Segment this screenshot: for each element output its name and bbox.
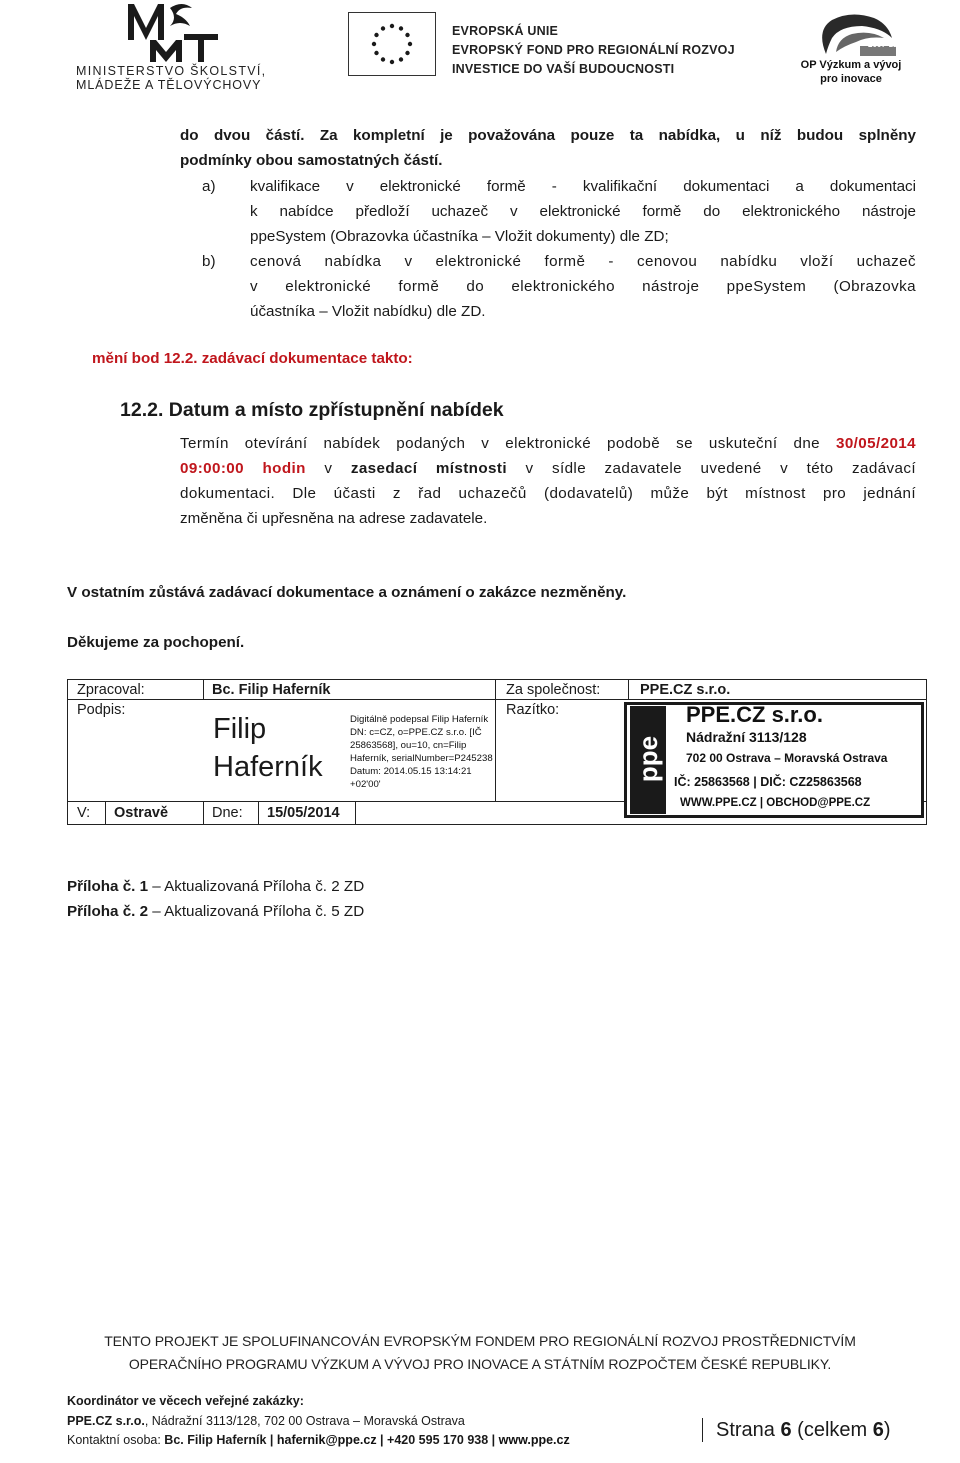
project-line-1: TENTO PROJEKT JE SPOLUFINANCOVÁN EVROPSKÝM FONDEM PRO REGIONÁLNÍ ROZVOJ PROSTŘEDNICTVÍM <box>104 1333 856 1349</box>
attachment-2 <box>67 899 364 924</box>
msmt-logo-icon <box>120 0 220 64</box>
page-current: 6 <box>780 1419 792 1441</box>
contact-email-link[interactable]: hafernik@ppe.cz <box>276 1433 377 1447</box>
stamp-web: WWW.PPE.CZ | OBCHOD@PPE.CZ <box>680 797 871 809</box>
closing-statement: V ostatním zůstává zadávací dokumentace a oznámení o zakázce nezměněny. <box>67 584 627 601</box>
section-line-1 <box>180 431 916 456</box>
section-line-2-v: v <box>305 460 351 477</box>
msmt-line-2: MLÁDEŽE A TĚLOVÝCHOVY <box>76 78 262 92</box>
table-col-divider-2 <box>495 679 496 801</box>
contact-phone: +420 595 170 938 <box>387 1433 489 1447</box>
section-line-1-text: Termín otevírání nabídek podaných v elektronické podobě se uskuteční dne <box>180 435 836 452</box>
dne-label: Dne: <box>212 805 243 821</box>
stamp-address-1: Nádražní 3113/128 <box>686 729 807 745</box>
coordinator-label: Koordinátor ve věcech veřejné zakázky: <box>67 1394 304 1408</box>
section-line-2 <box>180 456 916 481</box>
signature-last-name: Haferník <box>213 751 323 783</box>
intro-line-1: do dvou částí. Za kompletní je považována pouze ta nabídka, u níž budou splněny <box>180 127 916 144</box>
opening-date: 30/05/2014 <box>835 435 916 452</box>
zpracoval-label: Zpracoval: <box>77 682 145 698</box>
page-total-post: ) <box>883 1419 891 1441</box>
signature-details <box>350 713 495 791</box>
contact-line: Kontaktní osoba: Bc. Filip Haferník | hafernik@ppe.cz | +420 595 170 938 | www.ppe.cz <box>67 1433 570 1447</box>
signature-first-name: Filip <box>213 713 267 745</box>
table-col-divider-7 <box>355 801 356 825</box>
coordinator-address-text: , Nádražní 3113/128, 702 00 Ostrava – Moravská Ostrava <box>144 1414 465 1428</box>
dne-value: 15/05/2014 <box>267 805 340 821</box>
project-line-2: OPERAČNÍHO PROGRAMU VÝZKUM A VÝVOJ PRO INOVACE A STÁTNÍM ROZPOČTEM ČESKÉ REPUBLIKY. <box>128 1356 832 1372</box>
opening-place: zasedací místnosti <box>350 460 507 477</box>
table-col-divider-3 <box>628 679 629 700</box>
eu-line-3: INVESTICE DO VAŠÍ BUDOUCNOSTI <box>452 62 675 76</box>
list-b-line-2: v elektronické formě do elektronického nástroje ppeSystem (Obrazovka <box>250 278 916 295</box>
op-years: 2007-13 <box>868 40 898 49</box>
list-a-line-3: ppeSystem (Obrazovka účastníka – Vložit dokumenty) dle ZD; <box>250 228 669 245</box>
page-label: Strana <box>716 1419 781 1441</box>
attachment-2-label: Příloha č. 2 <box>67 903 149 920</box>
contact-label: Kontaktní osoba: <box>67 1433 165 1447</box>
signature-detail-2: DN: c=CZ, o=PPE.CZ s.r.o. [IČ <box>350 727 482 738</box>
intro-line-2: podmínky obou samostatných částí. <box>180 152 443 169</box>
podpis-label: Podpis: <box>77 702 126 718</box>
attachment-1 <box>67 874 364 899</box>
list-marker-b: b) <box>202 253 216 270</box>
page-total-pre: (celkem <box>791 1419 873 1441</box>
signature-detail-5: Datum: 2014.05.15 13:14:21 <box>350 766 472 777</box>
list-a-line-1: kvalifikace v elektronické formě - kvalifikační dokumentaci a dokumentaci <box>250 178 916 195</box>
v-value: Ostravě <box>114 805 169 821</box>
op-logo-text <box>796 58 906 86</box>
eu-line-1: EVROPSKÁ UNIE <box>452 24 559 38</box>
company-stamp <box>624 698 926 820</box>
coordinator-address <box>67 1411 465 1431</box>
change-heading: mění bod 12.2. zadávací dokumentace takto: <box>92 350 413 367</box>
stamp-title: PPE.CZ s.r.o. <box>686 702 823 727</box>
eu-logo-text <box>452 22 735 79</box>
signature-detail-3: 25863568], ou=10, cn=Filip <box>350 740 467 751</box>
page-number <box>716 1417 891 1443</box>
zpracoval-value: Bc. Filip Haferník <box>212 682 331 698</box>
op-line-2: pro inovace <box>820 73 882 85</box>
list-b-line-1: cenová nabídka v elektronické formě - cenovou nabídku vloží uchazeč <box>250 253 916 270</box>
table-col-divider-1 <box>203 679 204 700</box>
spolecnost-value: PPE.CZ s.r.o. <box>640 682 731 698</box>
attachment-1-label: Příloha č. 1 <box>67 878 149 895</box>
stamp-ids: IČ: 25863568 | DIČ: CZ25863568 <box>674 775 862 789</box>
attachment-1-text: – Aktualizovaná Příloha č. 2 ZD <box>148 878 365 895</box>
signature-detail-1: Digitálně podepsal Filip Haferník <box>350 714 489 725</box>
contact-web-link[interactable]: www.ppe.cz <box>498 1433 570 1447</box>
eu-flag-icon <box>348 12 436 76</box>
list-a-line-2: k nabídce předloží uchazeč v elektronické formě do elektronického nástroje <box>250 203 916 220</box>
signature-detail-6: +02'00' <box>350 779 381 790</box>
section-line-3: dokumentaci. Dle účasti z řad uchazečů (dodavatelů) může být místnost pro jednání <box>180 485 916 502</box>
spolecnost-label: Za společnost: <box>506 682 601 698</box>
table-col-divider-5 <box>203 801 204 825</box>
msmt-logo-text <box>76 64 276 92</box>
list-marker-a: a) <box>202 178 216 195</box>
op-line-1: OP Výzkum a vývoj <box>800 59 902 71</box>
signature-name <box>213 710 323 786</box>
table-col-divider-6 <box>258 801 259 825</box>
thanks-text: Děkujeme za pochopení. <box>67 634 245 651</box>
attachment-2-text: – Aktualizovaná Příloha č. 5 ZD <box>148 903 365 920</box>
page-number-divider <box>702 1418 703 1442</box>
msmt-line-1: MINISTERSTVO ŠKOLSTVÍ, <box>76 64 267 78</box>
eu-line-2: EVROPSKÝ FOND PRO REGIONÁLNÍ ROZVOJ <box>452 43 735 57</box>
section-title: 12.2. Datum a místo zpřístupnění nabídek <box>120 399 504 421</box>
v-label: V: <box>77 805 91 821</box>
section-line-4: změněna či upřesněna na adrese zadavatele. <box>180 510 488 527</box>
stamp-logo-text: ppe <box>633 735 663 783</box>
list-b-line-3: účastníka – Vložit nabídku) dle ZD. <box>250 303 486 320</box>
signature-detail-4: Haferník, serialNumber=P245238 <box>350 753 493 764</box>
contact-name: Bc. Filip Haferník <box>164 1433 267 1447</box>
table-col-divider-4 <box>105 801 106 825</box>
page-total: 6 <box>872 1419 884 1441</box>
opening-time: 09:00:00 hodin <box>180 460 306 477</box>
razitko-label: Razítko: <box>506 702 560 718</box>
stamp-address-2: 702 00 Ostrava – Moravská Ostrava <box>686 751 888 765</box>
section-line-2-rest: v sídle zadavatele uvedené v této zadávací <box>506 460 917 477</box>
coordinator-company: PPE.CZ s.r.o. <box>67 1414 145 1428</box>
